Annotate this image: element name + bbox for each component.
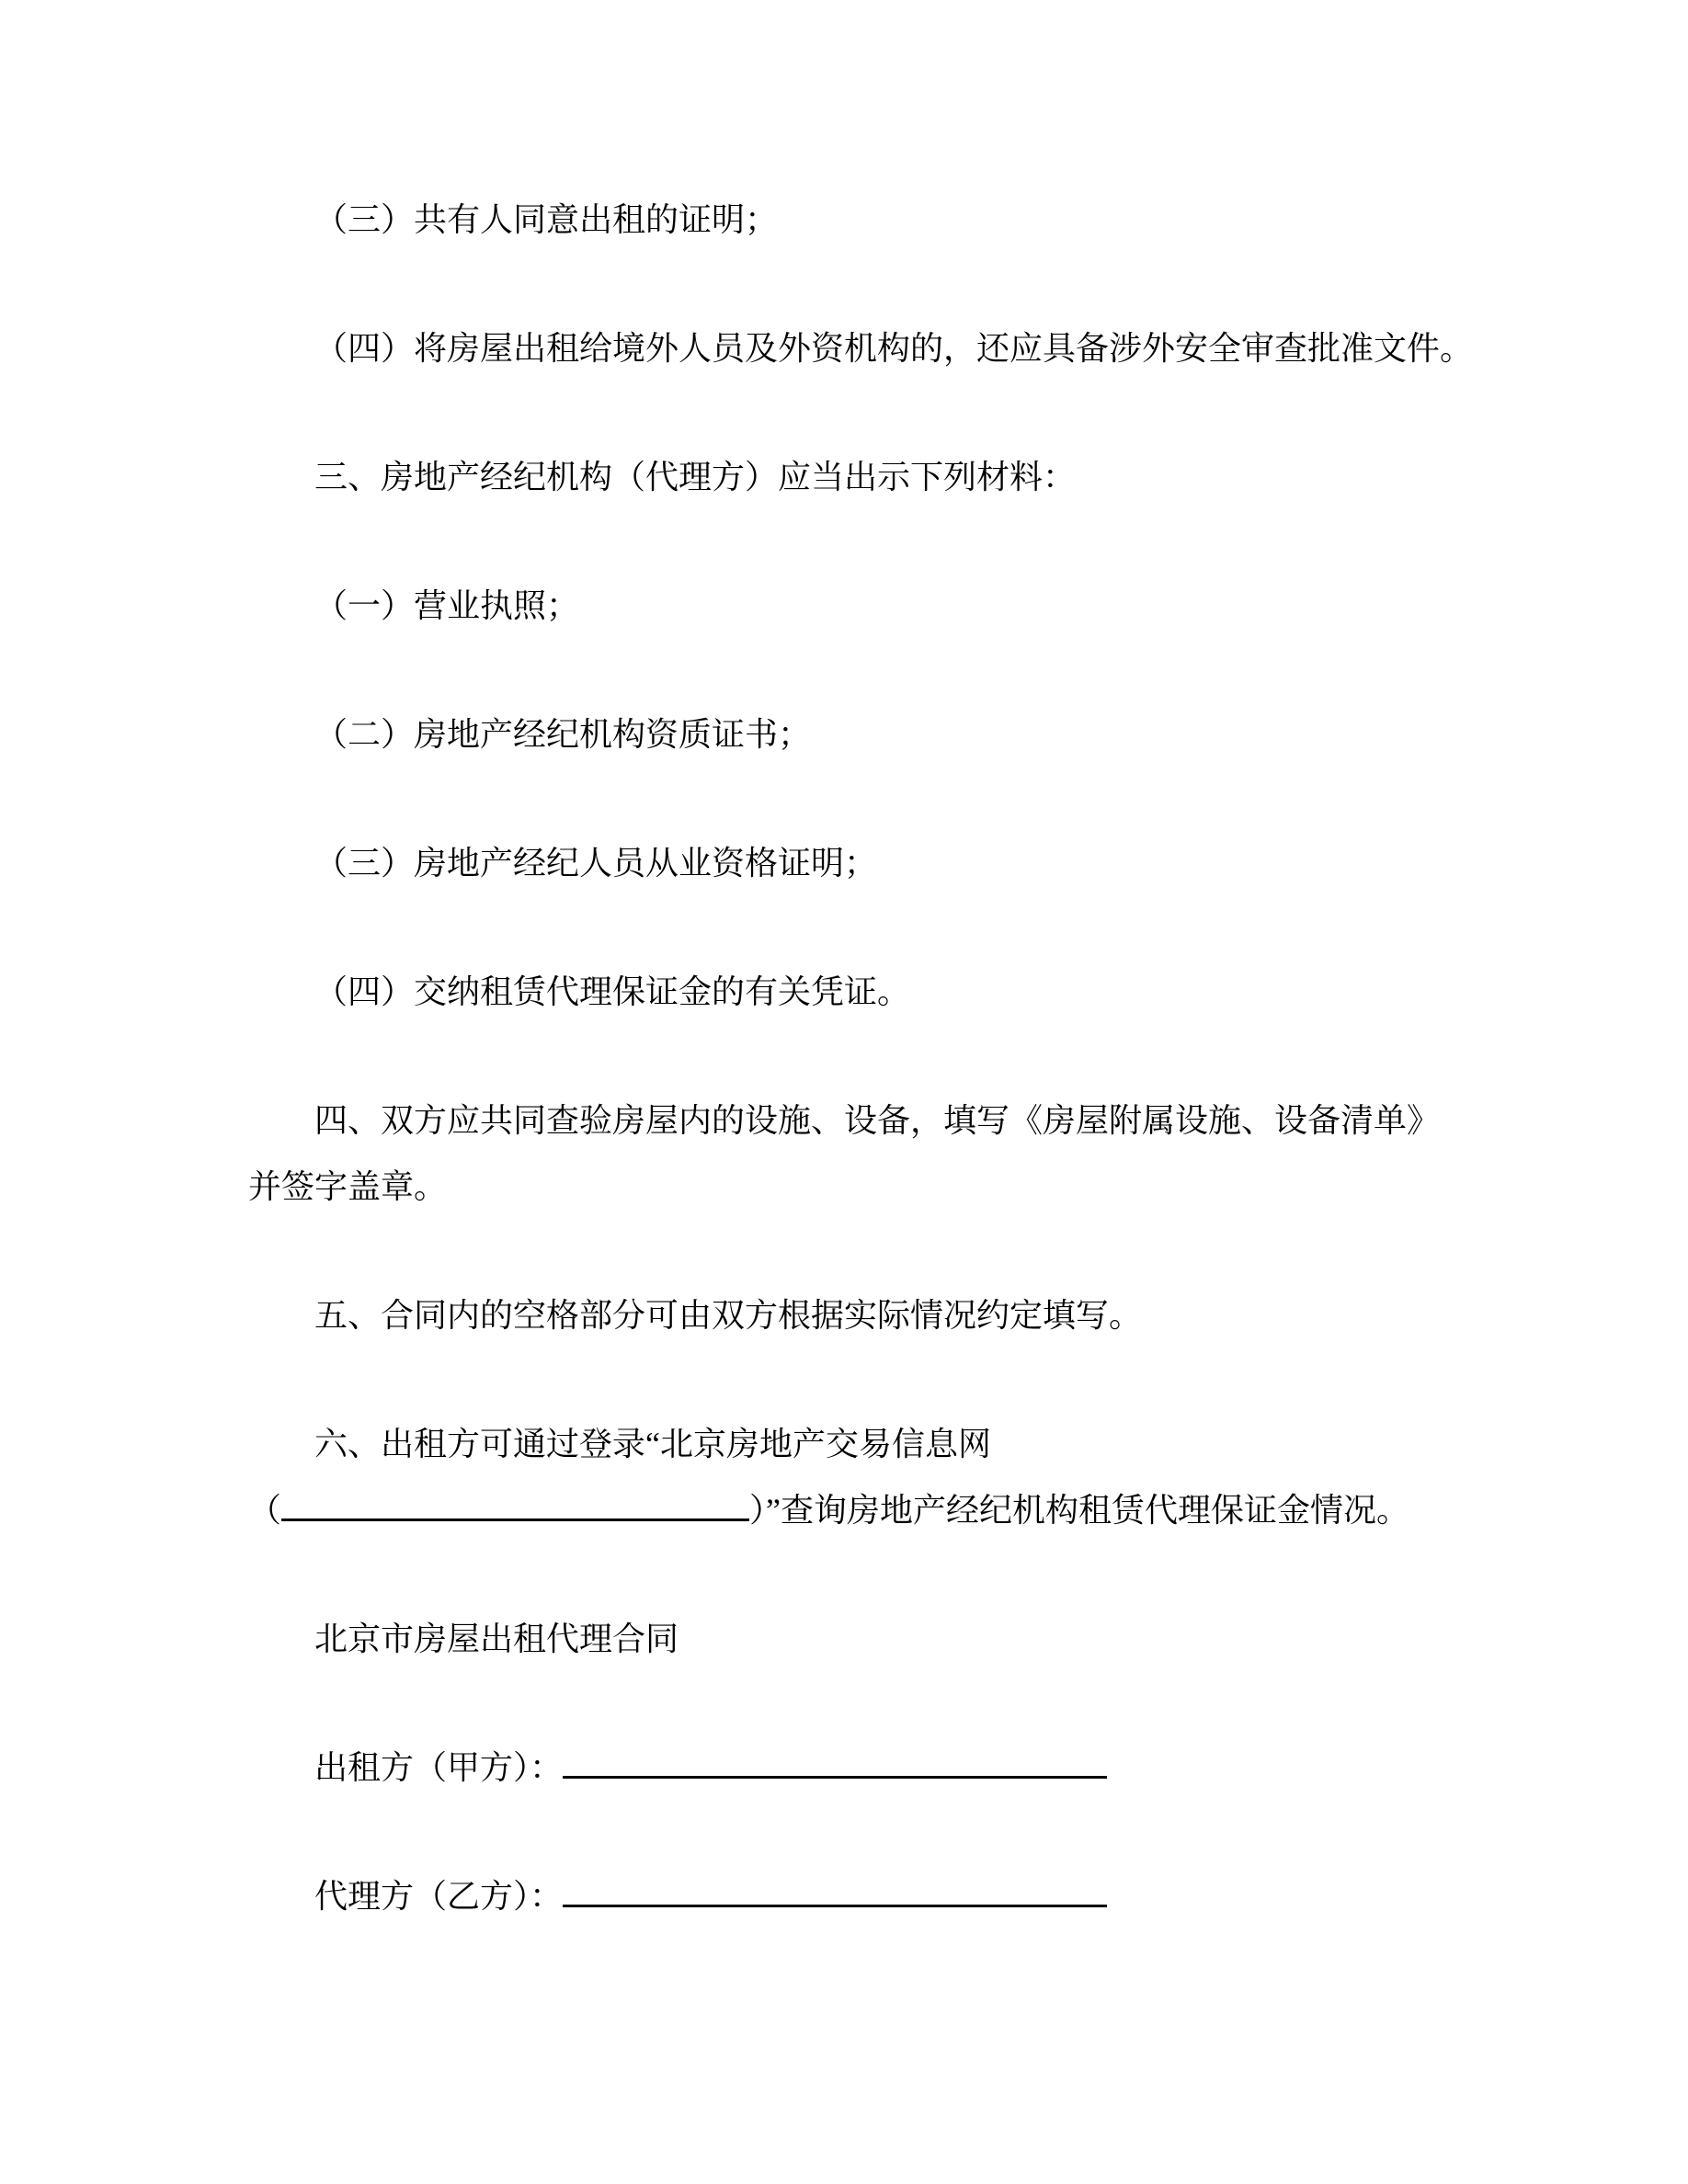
line-text: （三）共有人同意出租的证明； <box>314 201 779 238</box>
paragraph <box>248 830 1440 896</box>
paragraph <box>248 1411 1440 1543</box>
paragraph <box>248 1282 1440 1348</box>
paragraph-line <box>248 573 1440 639</box>
paragraph-line <box>248 959 1440 1025</box>
line-text: （ <box>248 1492 282 1529</box>
paragraph <box>248 315 1474 381</box>
section-heading-line <box>248 444 1440 510</box>
line-text: 四、双方应共同查验房屋内的设施、设备，填写《房屋附属设施、设备清单》 <box>314 1102 1441 1139</box>
line-text: 并签字盖章。 <box>248 1168 448 1205</box>
paragraph <box>248 187 1440 253</box>
paragraph <box>248 1863 1440 1929</box>
line-text: （四）交纳租赁代理保证金的有关凭证。 <box>314 973 911 1010</box>
line-text: 六、出租方可通过登录“北京房地产交易信息网 <box>314 1426 991 1462</box>
paragraph-line <box>248 1411 1440 1477</box>
line-text: 三、房地产经纪机构（代理方）应当出示下列材料： <box>314 459 1077 495</box>
paragraph-line <box>248 1087 1440 1154</box>
paragraph <box>248 573 1440 639</box>
contract-title <box>248 1606 1440 1672</box>
contract-body <box>248 187 1474 1929</box>
paragraph-line <box>248 701 1440 768</box>
line-text: 北京市房屋出租代理合同 <box>314 1621 679 1657</box>
line-text: 代理方（乙方）： <box>314 1878 564 1915</box>
line-text: （四）将房屋出租给境外人员及外资机构的，还应具备涉外安全审查批准文件。 <box>314 330 1474 367</box>
website-blank-field <box>281 1519 749 1521</box>
paragraph <box>248 701 1440 768</box>
line-text: （一）营业执照； <box>314 587 580 624</box>
paragraph-line <box>248 315 1474 381</box>
paragraph-line <box>248 187 1440 253</box>
paragraph <box>248 959 1440 1025</box>
party-a-blank-field <box>563 1776 1107 1779</box>
line-text: 出租方（甲方）： <box>314 1749 564 1786</box>
paragraph <box>248 1087 1440 1220</box>
paragraph <box>248 1735 1440 1801</box>
line-text: ）”查询房地产经纪机构租赁代理保证金情况。 <box>749 1492 1409 1529</box>
paragraph-line <box>248 830 1440 896</box>
party-b-line <box>248 1863 1440 1929</box>
paragraph-line <box>248 1477 1440 1543</box>
party-a-line <box>248 1735 1440 1801</box>
paragraph <box>248 444 1440 510</box>
line-text: 五、合同内的空格部分可由双方根据实际情况约定填写。 <box>314 1297 1143 1334</box>
line-text: （三）房地产经纪人员从业资格证明； <box>314 845 878 882</box>
paragraph-line <box>248 1282 1440 1348</box>
line-text: （二）房地产经纪机构资质证书； <box>314 716 812 753</box>
party-b-blank-field <box>563 1905 1107 1907</box>
paragraph <box>248 1606 1440 1672</box>
paragraph-line <box>248 1154 1440 1220</box>
